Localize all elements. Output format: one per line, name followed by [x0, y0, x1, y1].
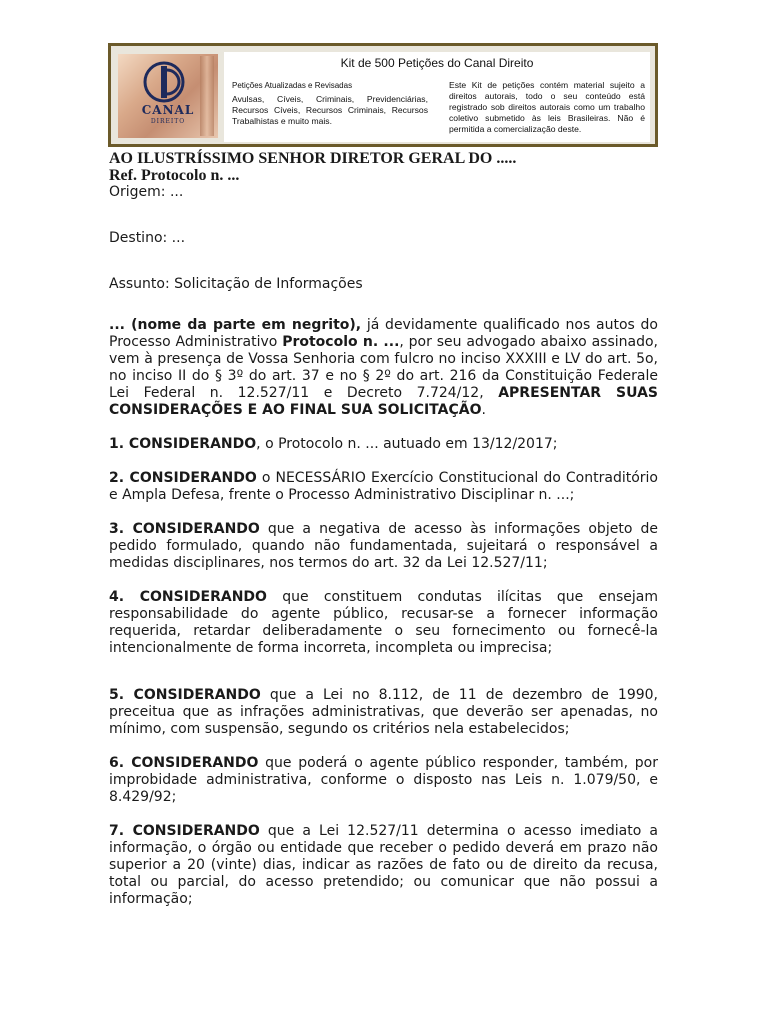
consideration-label: 1. CONSIDERANDO	[109, 436, 257, 452]
destination-line: Destino: ...	[109, 230, 186, 246]
protocol-number: Protocolo n. ...	[282, 334, 400, 350]
banner-subtitle: Petições Atualizadas e Revisadas	[232, 81, 353, 90]
party-name: ... (nome da parte em negrito),	[109, 317, 362, 333]
reference-line: Ref. Protocolo n. ...	[109, 167, 240, 184]
intro-paragraph	[109, 317, 658, 419]
logo-sub: DIREITO	[150, 118, 186, 125]
consideration-label: 3. CONSIDERANDO	[109, 521, 260, 537]
document-body	[109, 148, 658, 908]
banner-copyright-notice: Este Kit de petições contém material sujeito a direitos autorais, todo o seu conteúdo está registrado sob direitos autorais como um trabalho coletivo submetido às leis Brasileiras. Não é permitida a comercialização deste.	[449, 80, 645, 134]
consideration-5	[109, 687, 658, 738]
banner-categories: Avulsas, Cíveis, Criminais, Previdenciárias, Recursos Cíveis, Recursos Criminais, Recursos Trabalhistas e muito mais.	[232, 94, 428, 126]
subject-line: Assunto: Solicitação de Informações	[109, 276, 363, 292]
intro-text-2: , por seu advogado abaixo assinado, vem à presença de Vossa Senhoria com fulcro no inciso XXXIII e LV do art. 5o, no inciso II do § 3º do art. 37 e no § 2º do art. 216 da Constituição Federale Lei Federal n. 12.527/11 e Decreto 7.724/12,	[109, 334, 658, 401]
logo-name: CANAL	[141, 103, 195, 117]
consideration-text: que a Lei no 8.112, de 11 de dezembro de 1990, preceitua que as infrações administrativas, que deverão ser apenadas, no mínimo, com suspensão, segundo os critérios nela estabelecidos;	[109, 687, 658, 737]
canal-direito-logo	[118, 54, 218, 138]
origin-line: Origem: ...	[109, 184, 184, 200]
consideration-label: 4. CONSIDERANDO	[109, 589, 267, 605]
header-banner	[108, 43, 658, 147]
consideration-label: 2. CONSIDERANDO	[109, 470, 257, 486]
consideration-text: o NECESSÁRIO Exercício Constitucional do Contraditório e Ampla Defesa, frente o Processo Administrativo Disciplinar n. ...;	[109, 470, 658, 503]
banner-frame	[111, 46, 655, 144]
consideration-text: que constituem condutas ilícitas que ensejam responsabilidade do agente público, recusar-se a fornecer informação requerida, retardar deliberadamente o seu fornecimento ou fornecê-la intencionalmente de forma incorreta, incompleta ou imprecisa;	[109, 589, 658, 656]
consideration-4	[109, 589, 658, 657]
intro-end: .	[481, 402, 486, 418]
banner-text-panel	[224, 52, 650, 142]
consideration-text: que a Lei 12.527/11 determina o acesso imediato a informação, o órgão ou entidade que receber o pedido deverá em prazo não superior a 20 (vinte) dias, indicar as razões de fato ou de direito da recusa, total ou parcial, do acesso pretendido; ou comunicar que não possui a informação;	[109, 823, 658, 907]
consideration-text: que a negativa de acesso às informações objeto de pedido formulado, quando não fundamentada, sujeitará o responsável a medidas disciplinares, nos termos do art. 32 da Lei 12.527/11;	[109, 521, 658, 571]
consideration-7	[109, 823, 658, 908]
consideration-text: , o Protocolo n. ... autuado em 13/12/2017;	[256, 436, 558, 452]
consideration-text: que poderá o agente público responder, também, por improbidade administrativa, conforme o disposto nas Leis n. 1.079/50, e 8.429/92;	[109, 755, 658, 805]
addressee-line: AO ILUSTRÍSSIMO SENHOR DIRETOR GERAL DO .....	[109, 150, 517, 167]
consideration-label: 5. CONSIDERANDO	[109, 687, 261, 703]
consideration-label: 6. CONSIDERANDO	[109, 755, 259, 771]
consideration-3	[109, 521, 658, 572]
banner-title: Kit de 500 Petições do Canal Direito	[340, 56, 534, 70]
cd-monogram-icon	[142, 60, 186, 104]
consideration-6	[109, 755, 658, 806]
consideration-2	[109, 470, 658, 504]
consideration-1	[109, 436, 658, 453]
intro-text-1: já devidamente qualificado nos autos do Processo Administrativo	[109, 317, 658, 350]
consideration-label: 7. CONSIDERANDO	[109, 823, 260, 839]
intro-closing: APRESENTAR SUAS CONSIDERAÇÕES E AO FINAL SUA SOLICITAÇÃO	[109, 385, 658, 418]
